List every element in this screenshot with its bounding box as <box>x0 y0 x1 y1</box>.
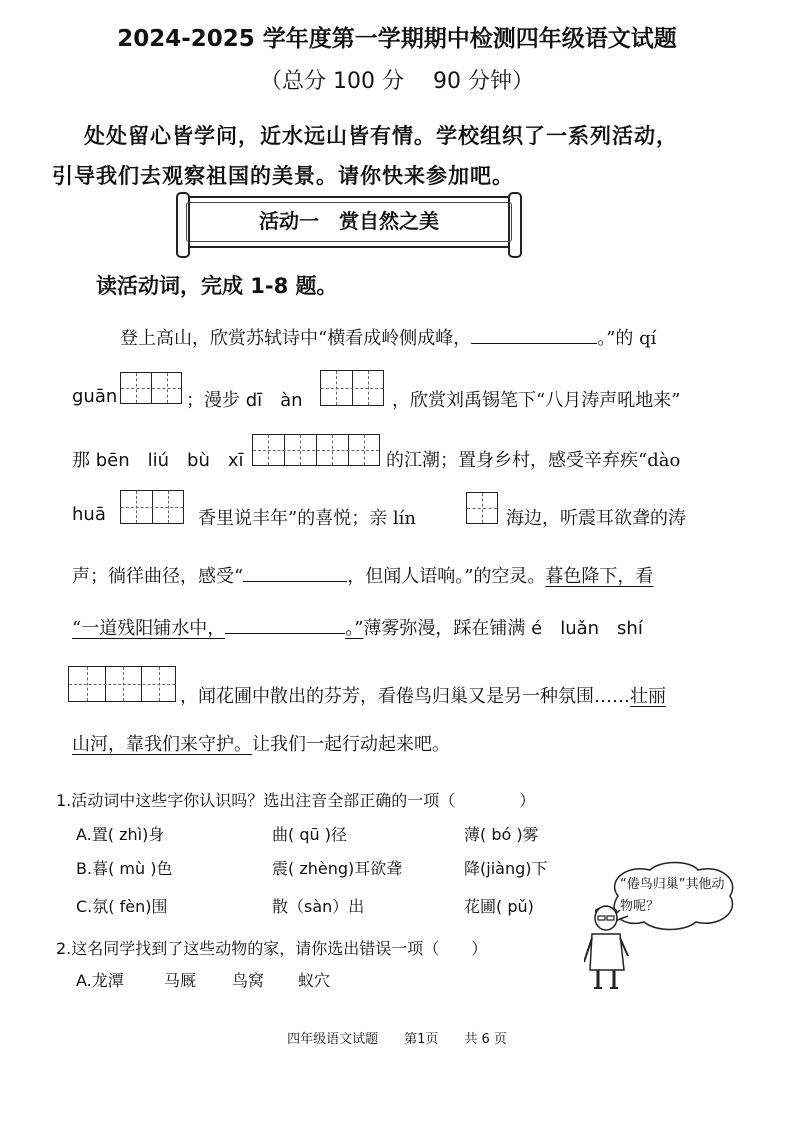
passage-text: 海边，听震耳欲聋的涛 <box>506 508 686 529</box>
char-grid-4[interactable] <box>252 434 380 466</box>
activity-banner-label: 活动一 赏自然之美 <box>259 209 439 233</box>
question-2: 2.这名同学找到了这些动物的家，请你选出错误一项（ ） <box>56 939 488 958</box>
answer-blank[interactable] <box>225 615 345 634</box>
intro-line-1: 处处留心皆学问，近水远山皆有情。学校组织了一系列活动， <box>84 124 678 148</box>
intro-line-2: 引导我们去观察祖国的美景。请你快来参加吧。 <box>52 164 514 188</box>
passage-text: 。”的 qí <box>597 328 657 349</box>
page-footer: 四年级语文试题 第1页 共 6 页 <box>287 1032 507 1047</box>
underlined-text: “一道残阳铺水中， <box>72 618 226 639</box>
underlined-text: 。” <box>345 618 364 639</box>
passage-line-7 <box>180 682 666 708</box>
q1-option-b3: 降(jiàng)下 <box>464 859 548 878</box>
q1-option-c2: 散（sàn）出 <box>272 897 365 916</box>
answer-blank[interactable] <box>243 563 347 582</box>
q2-option-1: A.龙潭 <box>76 971 124 990</box>
exam-title: 2024-2025 学年度第一学期期中检测四年级语文试题 <box>117 26 677 52</box>
exam-subtitle: （总分 100 分 90 分钟） <box>260 69 534 94</box>
passage-text: 让我们一起行动起来吧。 <box>252 734 450 755</box>
activity-banner <box>178 196 520 248</box>
passage-text: ，闻花圃中散出的芬芳，看倦鸟归巢又是另一种氛围…… <box>180 686 630 707</box>
passage-text: 香里说丰年”的喜悦；亲 lín <box>198 508 417 529</box>
q2-option-4: 蚁穴 <box>298 971 331 990</box>
char-grid-1[interactable] <box>466 492 498 524</box>
passage-line-6 <box>72 614 643 640</box>
passage-text: ；漫步 dī àn <box>186 390 303 411</box>
char-grid-2[interactable] <box>120 490 184 524</box>
underlined-text: 山河，靠我们来守护。 <box>72 734 252 755</box>
q1-option-a1: A.置( zhì)身 <box>76 825 165 844</box>
q1-option-a2: 曲( qū )径 <box>272 825 347 844</box>
passage-line-1 <box>120 324 656 350</box>
pinyin-qiguan: guān <box>72 386 118 407</box>
question-1: 1.活动词中这些字你认识吗？选出注音全部正确的一项（ ） <box>56 791 536 810</box>
q1-option-b2: 震( zhèng)耳欲聋 <box>272 859 403 878</box>
q1-option-b1: B.暮( mù )色 <box>76 859 173 878</box>
underlined-text: 壮丽 <box>630 686 666 707</box>
passage-text: ，但闻人语响。”的空灵。 <box>347 566 546 587</box>
underlined-text: 暮色降下，看 <box>545 566 654 587</box>
pinyin-benliubuxi: 那 bēn liú bù xī <box>72 450 244 471</box>
q2-option-2: 马厩 <box>164 971 197 990</box>
answer-blank[interactable] <box>471 325 597 344</box>
pinyin-daohua: huā <box>72 504 106 525</box>
section-heading: 读活动词，完成 1-8 题。 <box>96 274 338 298</box>
passage-text: ，欣赏刘禹锡笔下“八月涛声吼地来” <box>392 390 681 411</box>
passage-text: 登上高山，欣赏苏轼诗中“横看成岭侧成峰， <box>120 328 472 349</box>
passage-text: 薄雾弥漫，踩在铺满 é luǎn shí <box>363 618 643 639</box>
passage-line-5 <box>72 562 653 588</box>
passage-text: 的江潮；置身乡村，感受辛弃疾“dào <box>386 450 681 471</box>
q1-option-a3: 薄( bó )雾 <box>464 825 539 844</box>
char-grid-2[interactable] <box>320 370 384 406</box>
passage-text: 声；徜徉曲径，感受“ <box>72 566 244 587</box>
char-grid-2[interactable] <box>120 372 182 404</box>
q1-option-c1: C.氛( fèn)围 <box>76 897 168 916</box>
q2-option-3: 鸟窝 <box>232 971 265 990</box>
char-grid-3[interactable] <box>68 666 176 702</box>
passage-line-8 <box>72 730 450 756</box>
q1-option-c3: 花圃( pǔ) <box>464 897 534 916</box>
speech-bubble-text: “倦鸟归巢”其他动物呢？ <box>620 877 725 914</box>
student-figure-icon <box>584 904 630 990</box>
